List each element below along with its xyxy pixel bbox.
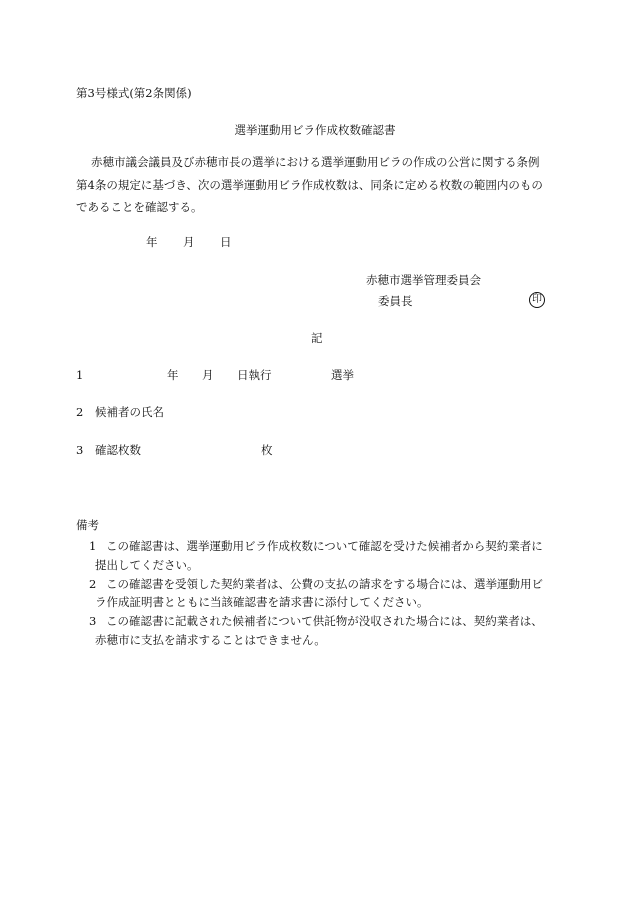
item-3-unit: 枚: [261, 443, 273, 457]
remark-2-number: 2: [89, 577, 97, 591]
date-year-label: 年: [146, 235, 158, 249]
item-3-label: 確認枚数: [95, 443, 141, 457]
chair-title: 委員長: [378, 294, 413, 308]
item-1-number: 1: [76, 368, 84, 382]
document-title: 選挙運動用ビラ作成枚数確認書: [234, 123, 396, 137]
item-3-number: 3: [76, 443, 84, 457]
date-day-label: 日: [220, 235, 232, 249]
remarks-heading: 備考: [76, 518, 99, 532]
body-line-3: であることを確認する。: [76, 200, 203, 214]
item-1-election-label: 選挙: [331, 368, 354, 382]
remark-1-line-1: この確認書は、選挙運動用ビラ作成枚数について確認を受けた候補者から契約業者に: [106, 539, 543, 553]
item-1-executed-label: 日執行: [237, 368, 272, 382]
remark-1-line-2: 提出してください。: [95, 558, 199, 572]
form-number: 第3号様式(第2条関係): [76, 86, 192, 100]
remark-2-line-1: この確認書を受領した契約業者は、公費の支払の請求をする場合には、選挙運動用ビ: [106, 577, 543, 591]
item-2-number: 2: [76, 405, 84, 419]
item-1-year-label: 年: [167, 368, 179, 382]
remark-2-line-2: ラ作成証明書とともに当該確認書を請求書に添付してください。: [95, 595, 429, 609]
ki-heading: 記: [311, 331, 323, 345]
remark-3-line-1: この確認書に記載された候補者について供託物が没収された場合には、契約業者は、: [106, 614, 543, 628]
remark-3-number: 3: [89, 614, 97, 628]
seal-mark: 印: [529, 292, 545, 308]
body-line-1: 赤穂市議会議員及び赤穂市長の選挙における選挙運動用ビラの作成の公営に関する条例: [91, 155, 540, 169]
committee-name: 赤穂市選挙管理委員会: [366, 273, 481, 287]
item-2-label: 候補者の氏名: [95, 405, 164, 419]
remark-3-line-2: 赤穂市に支払を請求することはできません。: [95, 633, 326, 647]
body-line-2: 第4条の規定に基づき、次の選挙運動用ビラ作成枚数は、同条に定める枚数の範囲内のもの: [76, 178, 543, 192]
date-month-label: 月: [183, 235, 195, 249]
item-1-month-label: 月: [202, 368, 214, 382]
remark-1-number: 1: [89, 539, 97, 553]
